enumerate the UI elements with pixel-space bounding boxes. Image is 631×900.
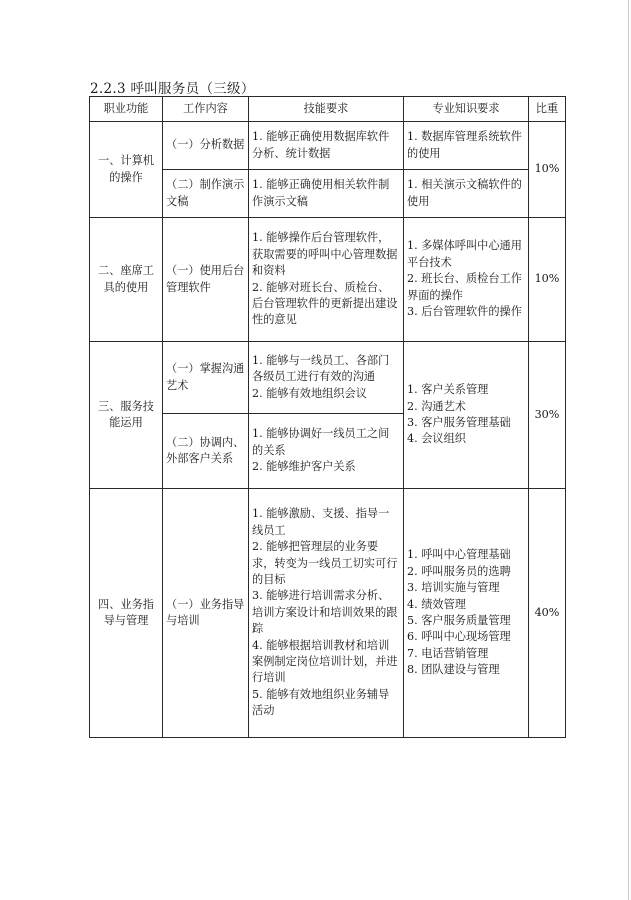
skill-item: 1. 能够协调好一线员工之间的关系 [252,427,390,457]
knowledge-cell [404,122,529,170]
function-cell: 一、计算机的操作 [90,122,163,218]
knowledge-cell [404,218,529,342]
knowledge-item: 2. 班长台、质检台工作界面的操作 [407,272,522,302]
table-row [90,342,566,414]
knowledge-item: 5. 客户服务质量管理 [407,614,511,627]
skill-item: 2. 能够维护客户关系 [252,460,356,474]
skill-cell [249,414,404,489]
weight-cell: 10% [529,122,566,218]
skill-item: 1. 能够与一线员工、各部门各级员工进行有效的沟通 [252,353,390,384]
work-cell: （一）掌握沟通艺术 [163,342,249,414]
table-row [90,489,566,738]
table-row [90,218,566,342]
function-cell: 四、业务指导与管理 [90,489,163,738]
knowledge-item: 3. 培训实施与管理 [407,581,500,595]
column-header-skills: 技能要求 [249,97,404,122]
skill-item: 4. 能够根据培训教材和培训案例制定岗位培训计划，并进行培训 [252,638,398,685]
skill-cell [249,489,404,738]
skill-item: 3. 能够进行培训需求分析、培训方案设计和培训效果的跟踪 [252,589,398,636]
knowledge-cell [404,342,529,489]
column-header-work: 工作内容 [163,97,249,122]
function-cell: 三、服务技能运用 [90,342,163,489]
work-cell: （二）协调内、外部客户关系 [163,414,249,489]
skill-item: 2. 能够有效地组织会议 [252,386,367,400]
knowledge-item: 2. 呼叫服务员的选聘 [407,564,511,578]
table-header-row [90,97,566,122]
page-edge [628,0,629,900]
section-heading: 2.2.3 呼叫服务员（三级） [90,81,255,97]
knowledge-item: 1. 呼叫中心管理基础 [407,548,511,562]
knowledge-item: 6. 呼叫中心现场管理 [407,630,511,644]
knowledge-item: 1. 客户关系管理 [407,383,489,397]
knowledge-item: 3. 客户服务管理基础 [407,416,511,429]
knowledge-item: 1. 数据库管理系统软件的使用 [407,130,522,160]
skill-item: 1. 能够操作后台管理软件，获取需要的呼叫中心管理数据和资料 [252,231,398,278]
work-cell: （二）制作演示文稿 [163,170,249,218]
knowledge-item: 4. 绩效管理 [407,597,466,611]
column-header-function: 职业功能 [90,97,163,122]
column-header-knowledge: 专业知识要求 [404,97,529,122]
skill-item: 1. 能够激励、支援、指导一线员工 [252,507,390,537]
knowledge-item: 8. 团队建设与管理 [407,663,500,677]
work-cell: （一）业务指导与培训 [163,489,249,738]
work-cell: （一）分析数据 [163,122,249,170]
skill-item: 2. 能够对班长台、质检台、后台管理软件的更新提出建设性的意见 [252,280,398,327]
skill-cell [249,218,404,342]
skill-standard-table [89,96,566,738]
weight-cell: 30% [529,342,566,489]
knowledge-item: 7. 电话营销管理 [407,646,489,660]
knowledge-item: 2. 沟通艺术 [407,399,466,413]
knowledge-item: 4. 会议组织 [407,432,466,446]
skill-item: 1. 能够正确使用数据库软件分析、统计数据 [252,130,390,160]
skill-cell [249,122,404,170]
column-header-weight: 比重 [529,97,566,122]
work-cell: （一）使用后台管理软件 [163,218,249,342]
skill-cell [249,170,404,218]
knowledge-cell [404,170,529,218]
skill-item: 2. 能够把管理层的业务要求，转变为一线员工切实可行的目标 [252,540,398,586]
weight-cell: 40% [529,489,566,738]
skill-item: 5. 能够有效地组织业务辅导活动 [252,687,390,718]
skill-cell [249,342,404,414]
knowledge-item: 1. 多媒体呼叫中心通用平台技术 [407,239,522,269]
knowledge-item: 3. 后台管理软件的操作 [407,305,522,319]
skill-item: 1. 能够正确使用相关软件制作演示文稿 [252,178,390,208]
table-row [90,122,566,170]
knowledge-cell [404,489,529,738]
function-cell: 二、座席工具的使用 [90,218,163,342]
knowledge-item: 1. 相关演示文稿软件的使用 [407,178,522,208]
weight-cell: 10% [529,218,566,342]
